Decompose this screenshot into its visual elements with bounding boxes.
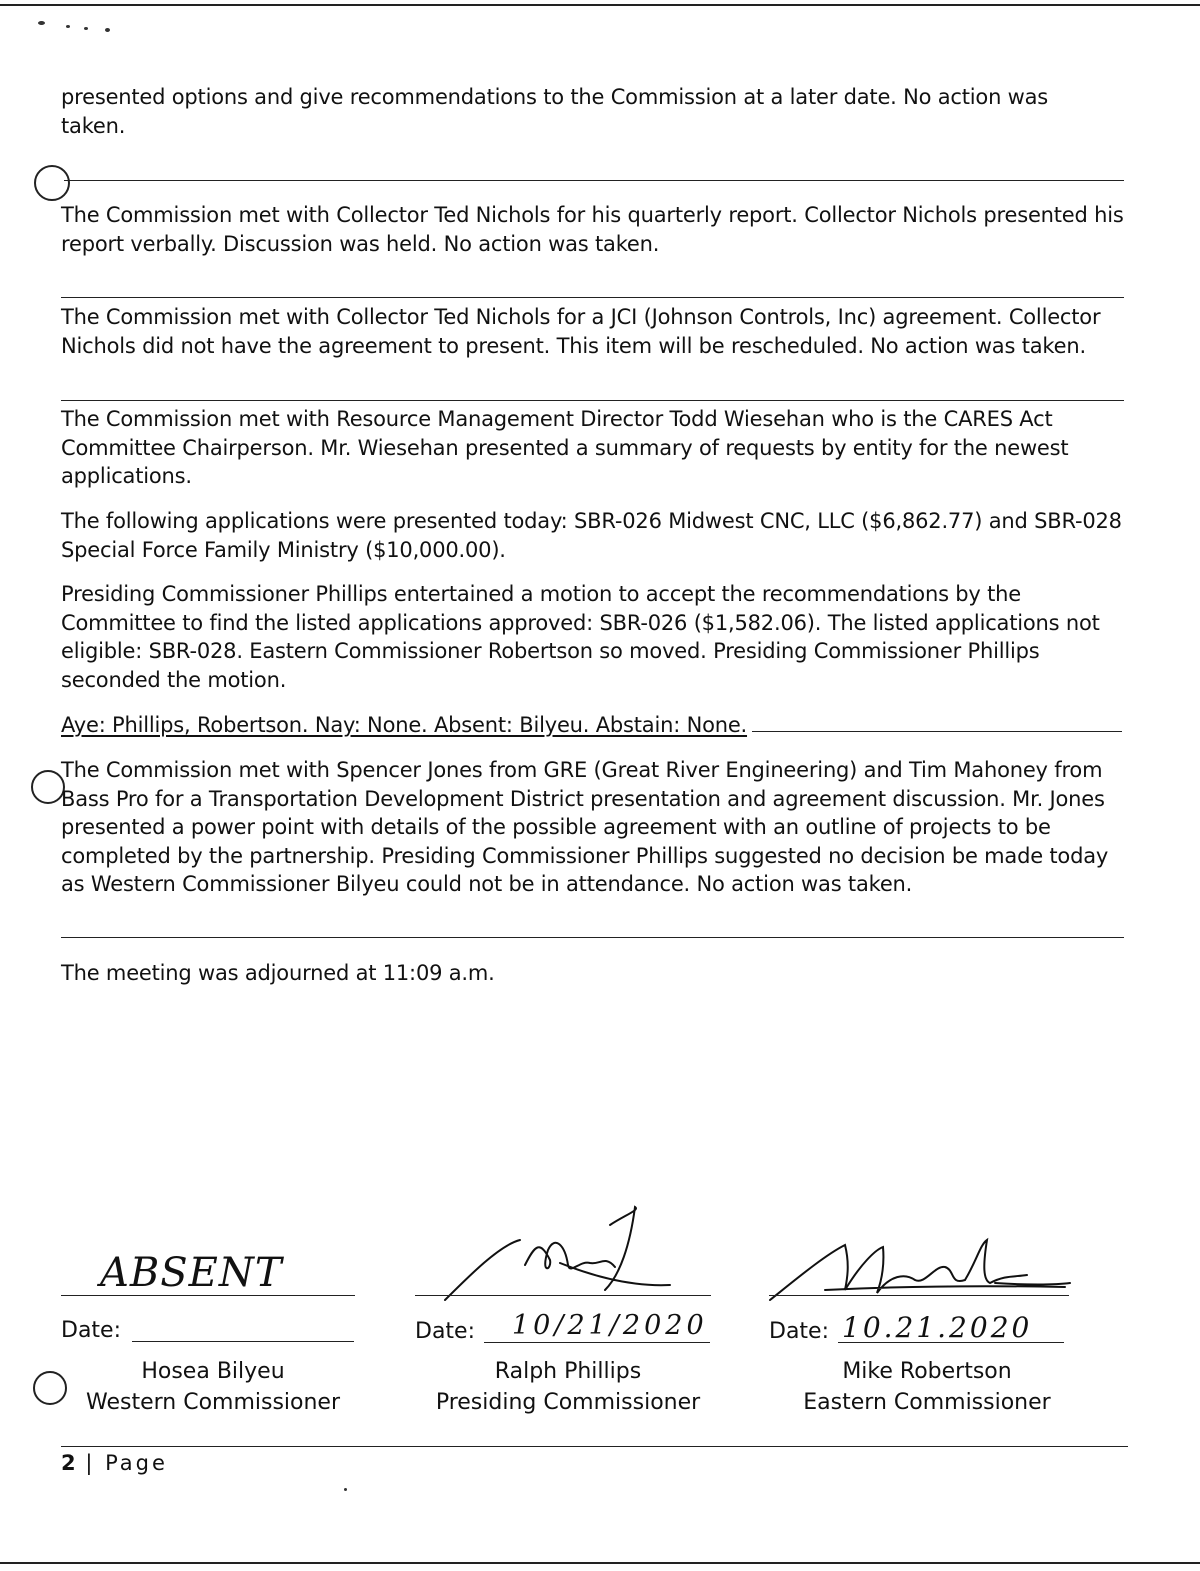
punch-hole-icon <box>31 770 65 804</box>
signatory-title: Eastern Commissioner <box>803 1390 1051 1415</box>
signature-line <box>769 1295 1069 1296</box>
scan-speck <box>38 21 45 25</box>
page-footer <box>61 1451 168 1475</box>
scan-speck <box>344 1488 347 1491</box>
scan-speck <box>84 27 88 30</box>
signatory-western <box>61 1356 365 1418</box>
paragraph-tdd-presentation: The Commission met with Spencer Jones from GRE (Great River Engineering) and Tim Mahoney from Bass Pro for a Transportation Development District presentation and agreement discussion. Mr. Jones presented a power point with details of the possible agreement with an outline of projects to be completed by the partnership. Presiding Commissioner Phillips suggested no decision be made today as Western Commissioner Bilyeu could not be in attendance. No action was taken. <box>61 758 1109 896</box>
signature-line <box>415 1295 711 1296</box>
date-label: Date: <box>415 1319 475 1344</box>
paragraph-quarterly-report: The Commission met with Collector Ted Nichols for his quarterly report. Collector Nichols presented his report verbally. Discussion was held. No action was taken. <box>61 203 1124 256</box>
handwritten-date: 10.21.2020 <box>842 1311 1033 1344</box>
page-word: Page <box>105 1451 168 1475</box>
date-label: Date: <box>769 1319 829 1344</box>
footer-divider <box>61 1446 1128 1447</box>
scan-speck <box>105 28 110 32</box>
date-label: Date: <box>61 1318 121 1343</box>
page-separator: | <box>85 1451 96 1475</box>
signatory-name: Hosea Bilyeu <box>141 1359 285 1384</box>
paragraph-jci-agreement: The Commission met with Collector Ted Nichols for a JCI (Johnson Controls, Inc) agreement. Collector Nichols did not have the agreement to present. This item will be rescheduled. No action was taken. <box>61 305 1101 358</box>
vote-record: Aye: Phillips, Robertson. Nay: None. Absent: Bilyeu. Abstain: None. <box>61 713 748 737</box>
handwritten-date: 10/21/2020 <box>512 1310 708 1341</box>
date-line <box>484 1342 710 1343</box>
vote-underline <box>752 731 1122 732</box>
paragraph-motion: Presiding Commissioner Phillips entertained a motion to accept the recommendations by the Committee to find the listed applications approved: SBR-026 ($1,582.06). The listed applications not eligible: SBR-028. Eastern Commissioner Robertson so moved. Presiding Commissioner Phillips seconded the motion. <box>61 582 1100 692</box>
date-line <box>838 1342 1064 1343</box>
signatory-name: Ralph Phillips <box>494 1359 642 1384</box>
signature-line <box>61 1295 355 1296</box>
top-border <box>0 4 1200 6</box>
signatory-eastern <box>772 1356 1082 1418</box>
paragraph-adjourned: The meeting was adjourned at 11:09 a.m. <box>61 961 495 985</box>
bottom-border <box>0 1562 1200 1564</box>
paragraph-continuation: presented options and give recommendations to the Commission at a later date. No action was taken. <box>61 85 1049 138</box>
phillips-signature-image <box>440 1205 680 1305</box>
date-line <box>132 1341 354 1342</box>
scan-speck <box>66 25 70 28</box>
page-number: 2 <box>61 1451 76 1475</box>
paragraph-applications: The following applications were presented today: SBR-026 Midwest CNC, LLC ($6,862.77) and SBR-028 Special Force Family Ministry ($10,000.00). <box>61 509 1122 562</box>
punch-hole-icon <box>34 165 70 201</box>
paragraph-cares-act: The Commission met with Resource Management Director Todd Wiesehan who is the CARES Act Committee Chairperson. Mr. Wiesehan presented a summary of requests by entity for the newest applications. <box>61 407 1069 488</box>
section-divider <box>61 297 1124 298</box>
signatory-title: Western Commissioner <box>85 1390 341 1415</box>
section-divider <box>61 937 1124 938</box>
signatory-title: Presiding Commissioner <box>435 1390 701 1415</box>
absent-handwritten-mark: ABSENT <box>100 1250 283 1296</box>
section-divider <box>64 180 1124 181</box>
punch-hole-icon <box>33 1371 67 1405</box>
section-divider <box>61 400 1124 401</box>
signatory-name: Mike Robertson <box>842 1359 1012 1384</box>
signatory-presiding <box>415 1356 721 1418</box>
